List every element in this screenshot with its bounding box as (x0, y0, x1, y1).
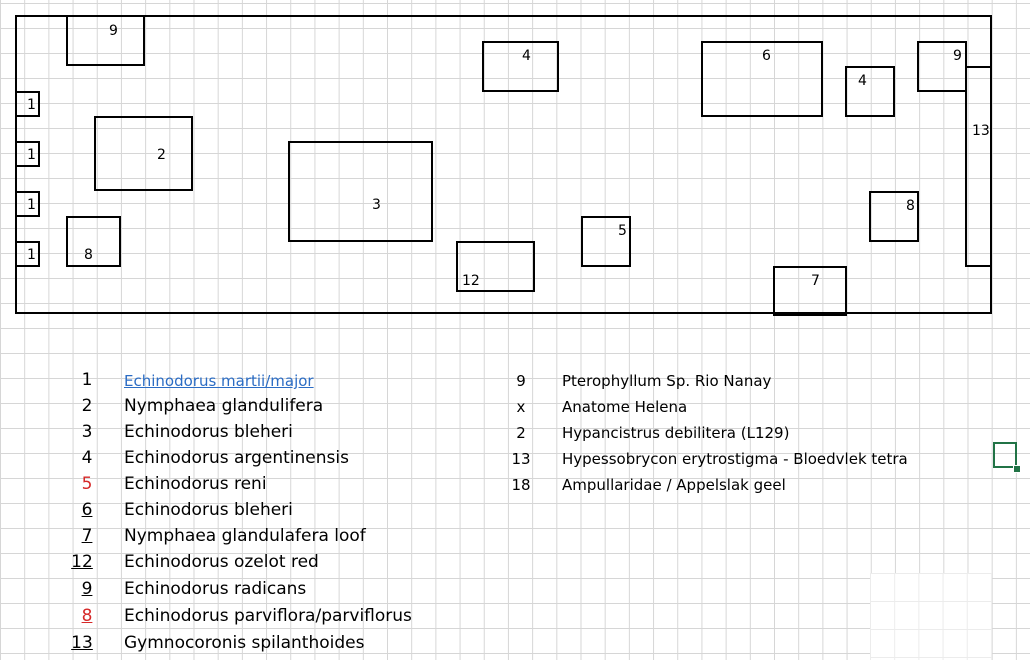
plant-num: 9 (81, 579, 93, 599)
plant-box-1-a (15, 91, 40, 117)
plant-name: Echinodorus reni (124, 474, 267, 494)
fish-num: 9 (516, 372, 526, 390)
plant-name-link[interactable]: Echinodorus martii/major (124, 372, 314, 390)
fish-name: Ampullaridae / Appelslak geel (562, 476, 786, 494)
plant-num: 12 (71, 552, 93, 572)
box-label: 4 (858, 73, 867, 89)
box-label: 6 (762, 48, 771, 64)
plant-box-6 (701, 41, 823, 117)
box-label: 5 (618, 223, 627, 239)
plant-num: 7 (81, 526, 93, 546)
plant-box-1-d (15, 241, 40, 267)
plant-num: 2 (81, 396, 93, 416)
plant-box-5 (581, 216, 631, 267)
plant-box-8-left (66, 216, 121, 267)
plant-name: Echinodorus argentinensis (124, 448, 349, 468)
plant-box-4-center (482, 41, 559, 92)
box-label: 3 (372, 197, 381, 213)
fish-name: Hypancistrus debilitera (L129) (562, 424, 790, 442)
fish-name: Hypessobrycon erytrostigma - Bloedvlek tetra (562, 450, 908, 468)
blank-cell-area (870, 573, 992, 660)
plant-name: Echinodorus bleheri (124, 500, 293, 520)
plant-box-7 (773, 266, 847, 316)
box-label: 9 (109, 23, 118, 39)
box-label: 12 (462, 273, 480, 289)
plant-name: Nymphaea glandulafera loof (124, 526, 366, 546)
fish-num: x (516, 398, 526, 416)
fish-num: 2 (516, 424, 526, 442)
plant-box-3 (288, 141, 433, 242)
plant-name: Echinodorus parviflora/parviflorus (124, 606, 412, 626)
plant-box-12 (456, 241, 535, 292)
plant-box-9-right (917, 41, 967, 92)
plant-name: Gymnocoronis spilanthoides (124, 633, 365, 653)
plant-name: Echinodorus ozelot red (124, 552, 319, 572)
fish-num: 13 (511, 450, 531, 468)
fill-handle[interactable] (1013, 465, 1021, 473)
plant-box-1-b (15, 141, 40, 167)
plant-num: 8 (81, 606, 93, 626)
plant-num: 6 (81, 500, 93, 520)
plant-box-9-top-left (66, 15, 145, 66)
box-label: 13 (972, 123, 990, 139)
plant-name: Echinodorus bleheri (124, 422, 293, 442)
plant-box-1-c (15, 191, 40, 217)
fish-num: 18 (511, 476, 531, 494)
box-label: 7 (811, 273, 820, 289)
fish-name: Pterophyllum Sp. Rio Nanay (562, 372, 772, 390)
fish-name: Anatome Helena (562, 398, 688, 416)
box-label: 2 (157, 147, 166, 163)
box-label: 8 (84, 247, 93, 263)
plant-box-4-right (845, 66, 895, 117)
plant-name: Echinodorus radicans (124, 579, 307, 599)
box-label: 1 (27, 247, 36, 263)
plant-num: 4 (81, 448, 93, 468)
box-label: 1 (27, 197, 36, 213)
box-label: 9 (953, 48, 962, 64)
plant-num: 13 (71, 633, 93, 653)
plant-box-13 (965, 66, 992, 267)
box-label: 4 (522, 48, 531, 64)
box-label: 1 (27, 97, 36, 113)
plant-box-2 (94, 116, 193, 191)
box-label: 8 (906, 198, 915, 214)
plant-box-8-right (869, 191, 919, 242)
box-label: 1 (27, 147, 36, 163)
plant-num: 3 (81, 422, 93, 442)
plant-num: 5 (81, 474, 93, 494)
plant-name: Nymphaea glandulifera (124, 396, 324, 416)
plant-num: 1 (81, 370, 93, 390)
